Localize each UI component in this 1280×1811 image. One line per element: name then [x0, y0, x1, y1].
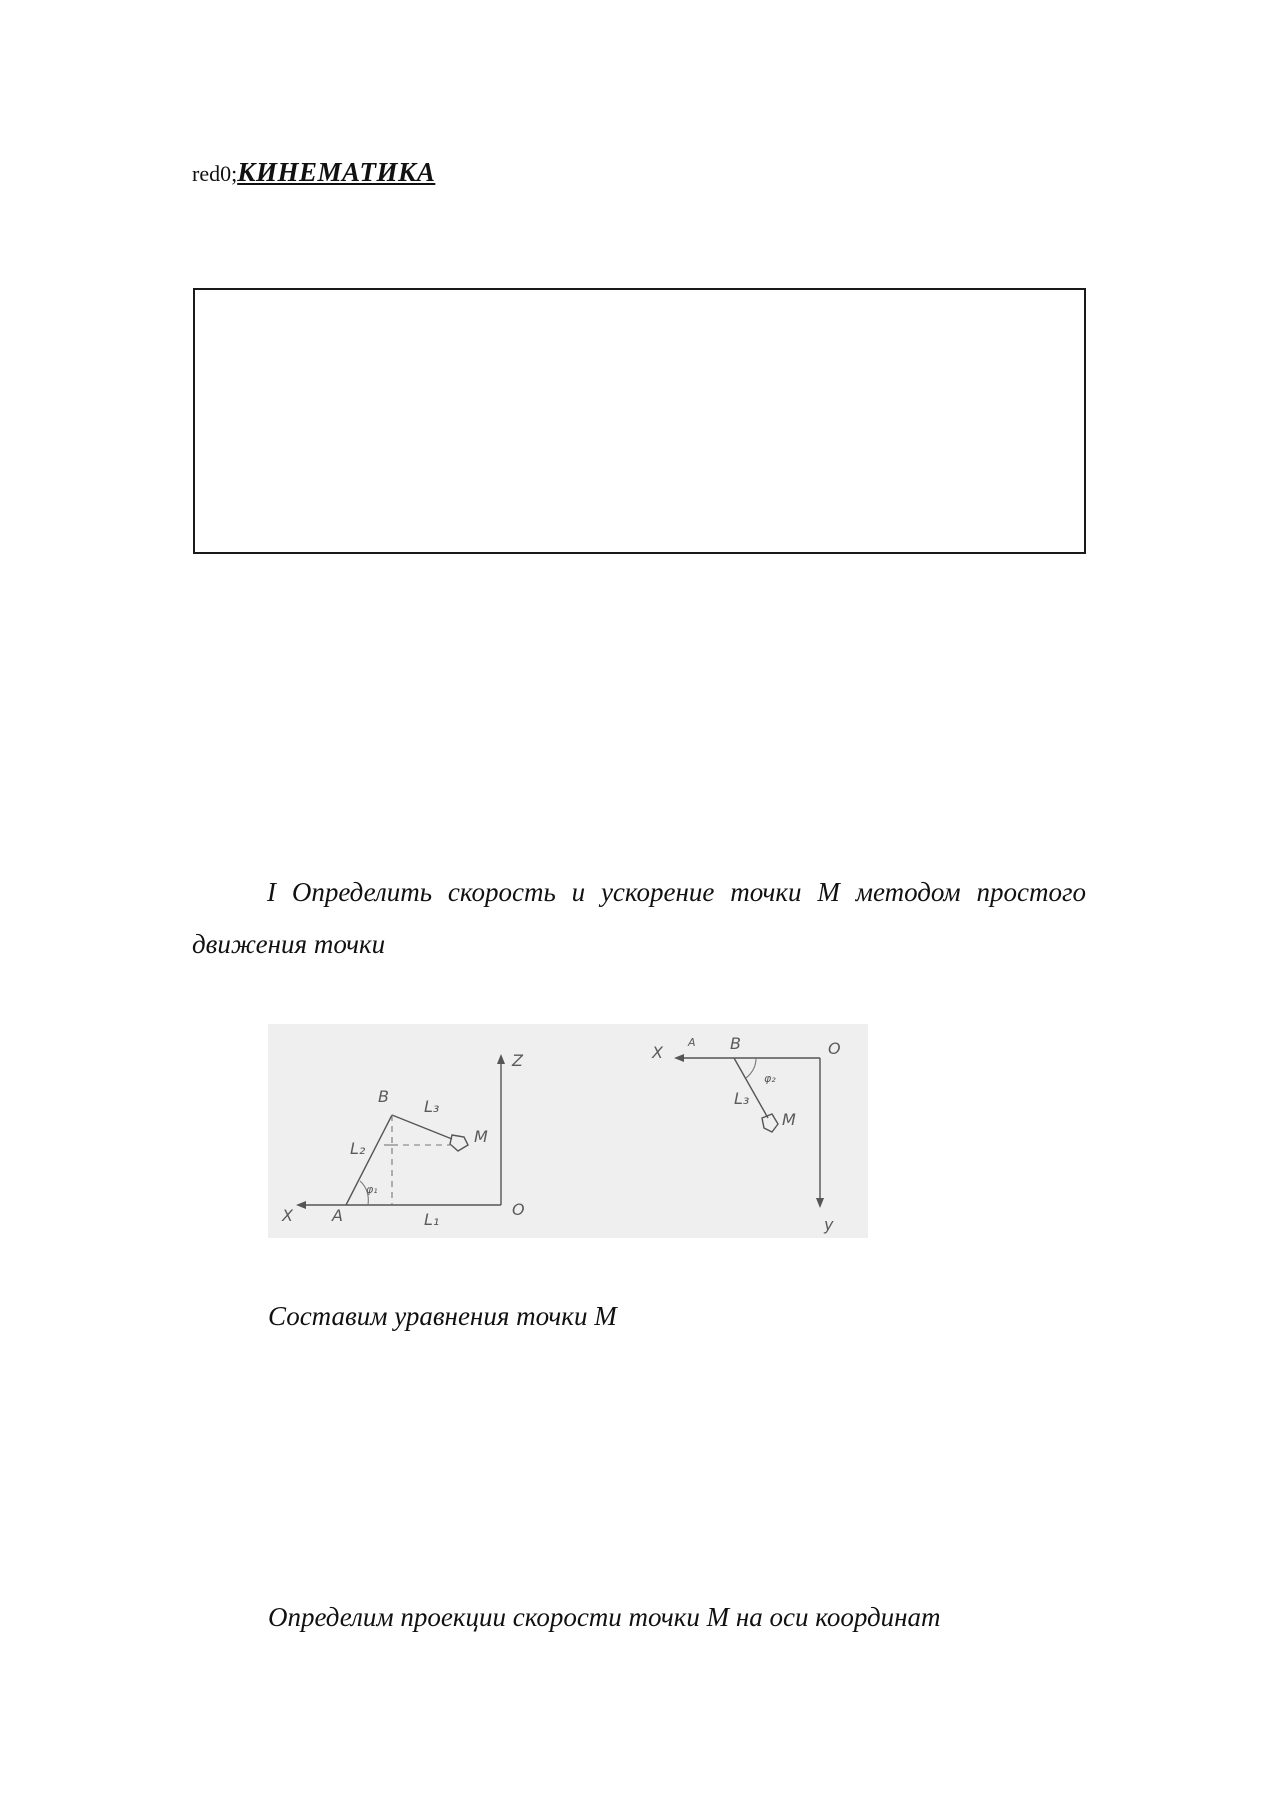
mechanism-drawing [268, 1024, 868, 1238]
step-compose-equations: Составим уравнения точки М [268, 1301, 617, 1331]
left-label-l3: L₃ [424, 1097, 440, 1116]
left-label-a: A [332, 1206, 343, 1225]
left-label-phi1: φ₁ [366, 1183, 378, 1196]
heading-title: КИНЕМАТИКА [237, 157, 436, 187]
left-label-z: Z [512, 1051, 523, 1070]
left-label-o: O [512, 1200, 525, 1219]
left-axis-z-arrow [497, 1054, 505, 1064]
right-label-l3: L₃ [734, 1089, 750, 1108]
right-label-a: A [688, 1036, 696, 1049]
empty-frame-box [193, 288, 1086, 554]
code-prefix: red0; [192, 161, 238, 186]
right-label-b: B [730, 1034, 741, 1053]
right-label-o: O [828, 1039, 841, 1058]
left-label-l1: L₁ [424, 1210, 440, 1229]
angle-arc-right [746, 1058, 756, 1078]
left-label-b: B [378, 1087, 389, 1106]
right-label-y: y [824, 1215, 834, 1234]
point-m-marker-left [450, 1135, 468, 1151]
point-m-marker-right [762, 1114, 778, 1132]
right-label-m: M [782, 1110, 796, 1129]
heading [192, 152, 435, 194]
link-l3 [392, 1115, 452, 1139]
step-velocity-projections: Определим проекции скорости точки М на оси координат [268, 1602, 941, 1632]
right-axis-x-arrow [674, 1054, 684, 1062]
left-axis-x-arrow [296, 1201, 306, 1209]
task-statement: I Определить скорость и ускорение точки М методом простого движения точки [192, 877, 1086, 959]
right-link-l3 [734, 1058, 768, 1118]
right-axis-y-arrow [816, 1198, 824, 1208]
right-label-x: X [652, 1043, 663, 1062]
left-label-m: M [474, 1127, 488, 1146]
right-label-phi2: φ₂ [764, 1072, 776, 1085]
left-label-x: X [282, 1206, 293, 1225]
mechanism-figure [268, 1024, 868, 1238]
left-label-l2: L₂ [350, 1139, 366, 1158]
